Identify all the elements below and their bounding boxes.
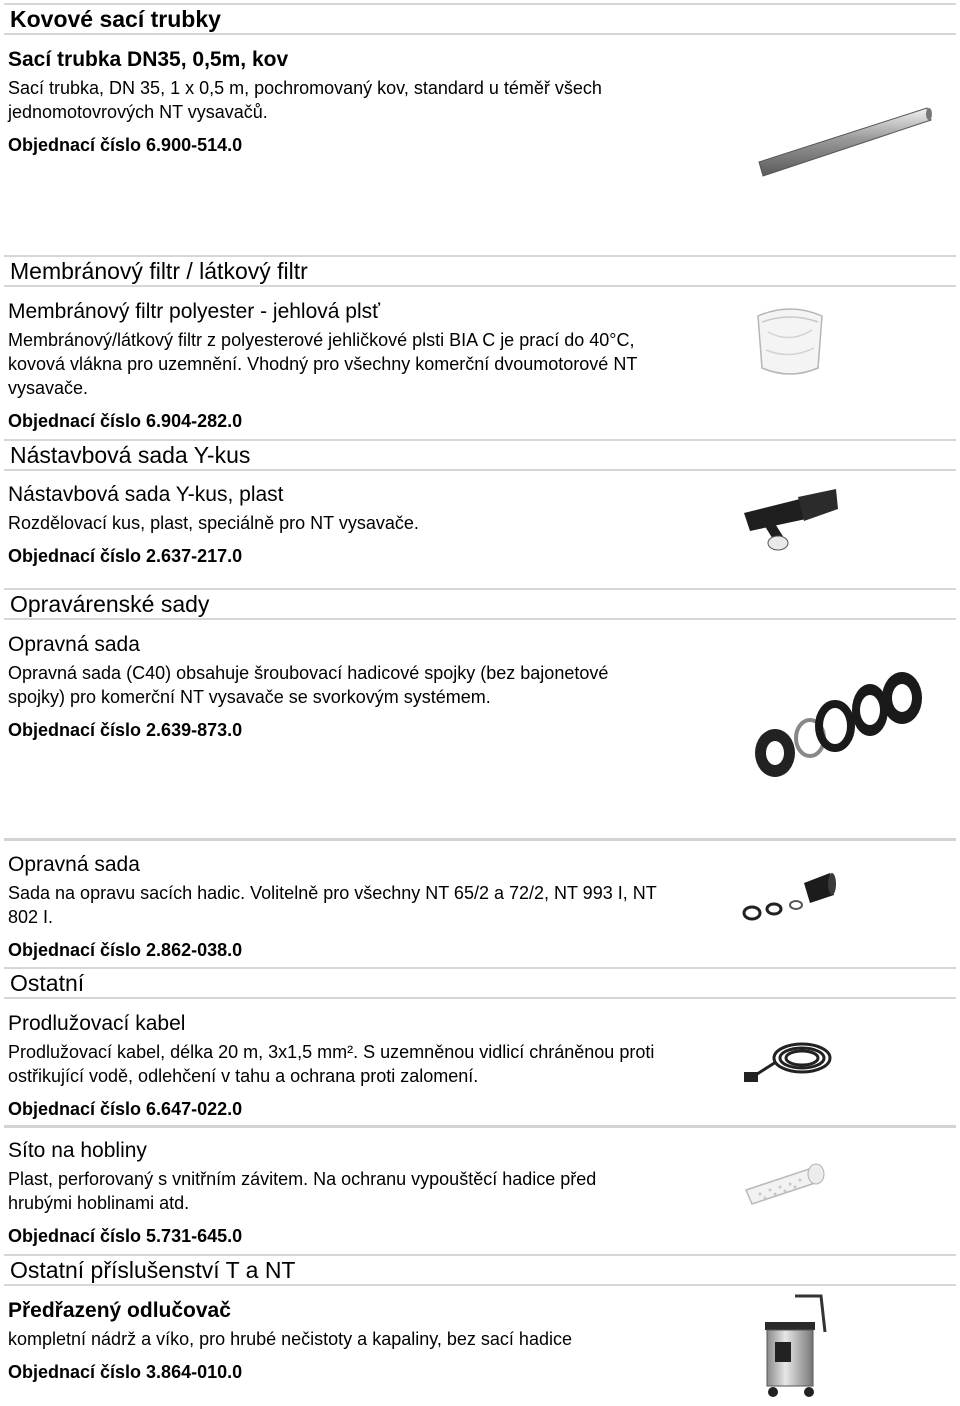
product-membrane-filter <box>8 300 728 432</box>
product-description-line: kovová vlákna pro uzemnění. Vhodný pro všechny komerční dvoumotorové NT <box>8 354 638 374</box>
section-title: Ostatní příslušenství T a NT <box>10 1257 296 1283</box>
section-header-other <box>4 967 956 999</box>
product-title: Nástavbová sada Y-kus, plast <box>8 483 284 506</box>
product-description-line: ostřikující vodě, odlehčení v tahu a ochrana proti zalomení. <box>8 1066 479 1086</box>
membrane-filter-icon <box>750 298 830 382</box>
section-header-y-piece <box>4 439 956 471</box>
product-description-line: Opravná sada (C40) obsahuje šroubovací hadicové spojky (bez bajonetové <box>8 663 609 683</box>
separator-rule <box>4 1125 956 1128</box>
extension-cable-icon <box>740 1028 840 1088</box>
order-number: Objednací číslo 6.904-282.0 <box>8 411 243 431</box>
y-piece-icon <box>740 485 840 555</box>
section-title: Membránový filtr / látkový filtr <box>10 258 308 284</box>
product-description-line: vysavače. <box>8 378 89 398</box>
product-title: Opravná sada <box>8 633 140 656</box>
order-number: Objednací číslo 3.864-010.0 <box>8 1362 243 1382</box>
hose-repair-set-icon <box>740 865 840 925</box>
section-header-membrane-filter <box>4 255 956 287</box>
product-description-line: hrubými hoblinami atd. <box>8 1193 190 1213</box>
product-pre-separator <box>8 1299 728 1383</box>
product-description-line: jednomotovrových NT vysavačů. <box>8 102 268 122</box>
product-y-piece <box>8 483 728 567</box>
order-number: Objednací číslo 2.637-217.0 <box>8 546 243 566</box>
section-header-accessories-t-nt <box>4 1254 956 1286</box>
pre-separator-icon <box>755 1292 835 1402</box>
product-description-line: Prodlužovací kabel, délka 20 m, 3x1,5 mm². S uzemněnou vidlicí chráněnou proti <box>8 1042 655 1062</box>
section-title: Opravárenské sady <box>10 591 210 617</box>
product-chip-sieve <box>8 1139 728 1247</box>
order-number: Objednací číslo 2.862-038.0 <box>8 940 243 960</box>
product-title: Sací trubka DN35, 0,5m, kov <box>8 48 289 71</box>
product-hose-repair-kit <box>8 853 728 961</box>
product-suction-tube <box>8 48 728 156</box>
product-title: Membránový filtr polyester - jehlová plsť <box>8 300 381 323</box>
product-description-line: 802 I. <box>8 907 54 927</box>
product-description-line: Sací trubka, DN 35, 1 x 0,5 m, pochromovaný kov, standard u téměř všech <box>8 78 602 98</box>
section-header-repair-kits <box>4 588 956 620</box>
product-title: Síto na hobliny <box>8 1139 147 1162</box>
product-description-line: Membránový/látkový filtr z polyesterové jehličkové plsti BIA C je prací do 40°C, <box>8 330 635 350</box>
hose-coupling-set-icon <box>750 668 930 783</box>
section-title: Nástavbová sada Y-kus <box>10 442 251 468</box>
product-title: Předřazený odlučovač <box>8 1299 231 1322</box>
product-description-line: spojky) pro komerční NT vysavače se svorkovým systémem. <box>8 687 491 707</box>
product-description-line: Plast, perforovaný s vnitřním závitem. Na ochranu vypouštěcí hadice před <box>8 1169 597 1189</box>
product-title: Prodlužovací kabel <box>8 1012 186 1035</box>
section-header-metal-tubes <box>4 3 956 35</box>
product-title: Opravná sada <box>8 853 140 876</box>
separator-rule <box>4 838 956 841</box>
chip-sieve-icon <box>740 1158 830 1208</box>
product-repair-kit-c40 <box>8 633 728 741</box>
section-title: Ostatní <box>10 970 85 996</box>
chrome-suction-tube-icon <box>755 100 935 185</box>
section-title: Kovové sací trubky <box>10 6 221 32</box>
order-number: Objednací číslo 6.900-514.0 <box>8 135 243 155</box>
product-extension-cable <box>8 1012 728 1120</box>
product-description-line: Rozdělovací kus, plast, speciálně pro NT vysavače. <box>8 513 419 533</box>
order-number: Objednací číslo 6.647-022.0 <box>8 1099 243 1119</box>
product-description-line: Sada na opravu sacích hadic. Volitelně pro všechny NT 65/2 a 72/2, NT 993 I, NT <box>8 883 657 903</box>
order-number: Objednací číslo 2.639-873.0 <box>8 720 243 740</box>
product-description-line: kompletní nádrž a víko, pro hrubé nečistoty a kapaliny, bez sací hadice <box>8 1329 572 1349</box>
order-number: Objednací číslo 5.731-645.0 <box>8 1226 243 1246</box>
